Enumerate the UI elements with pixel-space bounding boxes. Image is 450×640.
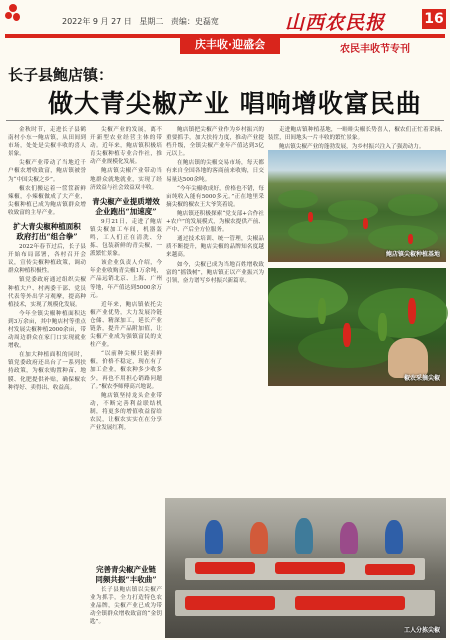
paragraph: 9月21日，走进了鲍店镇尖椒加工车间，机器轰鸣，工人们正在清洗、分拣、包装新鲜的青尖椒，一派繁忙景象。 bbox=[90, 218, 162, 258]
paragraph: 走进鲍店镇种植基地，一畦畦尖椒长势喜人，椒农们正忙着采摘、装筐，田间地头一片丰收的繁忙景象。 bbox=[268, 127, 446, 142]
masthead: 山西农民报 bbox=[285, 12, 386, 34]
paragraph: 金秋时节，走进长子县鹤南村小东一鲍店镇，从田间到市场，处处是尖椒丰收的喜人景象。 bbox=[8, 127, 86, 158]
paragraph: 今年全镇尖椒种植面积达到3万余亩，其中鲍店村等重点村发展尖椒种植2000余亩，带动周边群众在家门口实现就业增收。 bbox=[8, 310, 86, 350]
article-column-1 bbox=[8, 126, 86, 636]
issue-date: 2022年 9 月 27 日 bbox=[62, 17, 132, 26]
column-name: 农民丰收节专刊 bbox=[340, 44, 410, 55]
article-kicker: 长子县鲍店镇： bbox=[8, 66, 114, 84]
paragraph: 尖椒产业带动了当地近千户椒农增收致富，鲍店镇被誉为“中国尖椒之乡”。 bbox=[8, 160, 86, 183]
paragraph: 椒农们搬运着一筐筐新鲜辣椒，小辣椒做成了大产业，尖椒种植已成为鲍店镇群众增收致富的主导产业。 bbox=[8, 185, 86, 216]
paragraph: 鲍店镇尖椒产业的蓬勃发展，为乡村振兴注入了强劲动力。 bbox=[279, 144, 425, 151]
paragraph: 尖椒产业的发展，离不开新型农业经营主体的带动。近年来，鲍店镇积极培育尖椒种植专业合作社，推动产业规模化发展。 bbox=[90, 127, 162, 166]
section-tag: 庆丰收·迎盛会 bbox=[180, 36, 280, 54]
newspaper-logo-icon bbox=[5, 4, 21, 22]
paragraph: 该企业负责人介绍，今年企业收购青尖椒1万余吨，产品远销北京、上海、广州等地，年产值达到5000余万元。 bbox=[90, 260, 162, 299]
paragraph: 如今，尖椒已成为当地百姓增收致富的“摇钱树”，鲍店镇正以产业振兴为引领，奋力谱写乡村振兴新篇章。 bbox=[166, 261, 264, 284]
paragraph: 近年来，鲍店镇依托尖椒产业优势，大力发展冷链仓储、精深加工，延长产业链条，提升产品附加值，让尖椒产业成为强镇富民的支柱产业。 bbox=[90, 301, 162, 349]
issue-weekday: 星期二 bbox=[139, 17, 164, 26]
headline-rule bbox=[6, 120, 444, 121]
paragraph: 通过技术培训、统一管理，尖椒品质不断提升，鲍店尖椒的品牌知名度越来越高。 bbox=[166, 236, 264, 259]
paragraph: 镇党委政府通过组织尖椒种植大户、村两委干部、党员代表等外出学习观摩，提高种植技术，实现了规模化发展。 bbox=[8, 277, 86, 308]
photo-pepper-picking bbox=[268, 268, 446, 386]
paragraph: 在加大种植面积的同时，镇党委政府还出台了一系列扶持政策，为椒农购置种苗、地膜、化肥提供补贴，确保椒农种得好、卖得出、收益高。 bbox=[8, 352, 86, 391]
article-column-3 bbox=[166, 126, 264, 496]
page-number: 16 bbox=[422, 9, 446, 29]
page-editor: 责编：史磊宽 bbox=[170, 17, 219, 26]
subheading-1: 扩大青尖椒种植面积 政府打出“组合拳” bbox=[13, 222, 81, 242]
photo-caption: 工人分拣尖椒 bbox=[403, 627, 440, 634]
paragraph: 在鲍店镇的尖椒交易市场，每天都有来自全国各地的客商前来收购，日交易量达500余吨。 bbox=[166, 160, 264, 183]
photo-caption: 椒农采摘尖椒 bbox=[403, 375, 440, 382]
article-column-4 bbox=[268, 126, 446, 150]
subheading-3: 完善青尖椒产业链 同频共振“丰收曲” bbox=[95, 565, 157, 584]
article-headline: 做大青尖椒产业 唱响增收富民曲 bbox=[48, 89, 422, 118]
article-column-2-lower bbox=[90, 560, 162, 636]
paragraph: “以前种尖椒只能卖鲜椒，价格不稳定，现在有了加工企业，椒农种多少收多少，再也不用担心销路问题了。”椒农李师傅高兴地说。 bbox=[90, 351, 162, 390]
paragraph: 鲍店镇尖椒产业带动当地群众就地就业，实现了经济效益与社会效益双丰收。 bbox=[90, 168, 162, 191]
paragraph: 鲍店镇还积极探索“党支部+合作社+农户”的发展模式，为椒农提供产前、产中、产后全方位服务。 bbox=[166, 210, 264, 234]
subheading-2: 青尖椒产业提质增效 企业跑出“加速度” bbox=[92, 196, 160, 216]
photo-caption: 鲍店镇尖椒种植基地 bbox=[385, 251, 440, 258]
photo-processing-line bbox=[165, 498, 446, 638]
paragraph: 2022年春节过后，长子县开始布局部署，各村召开会议，宣传尖椒种植政策，调动群众种植积极性。 bbox=[8, 244, 86, 275]
date-line bbox=[62, 16, 224, 27]
photo-pepper-field bbox=[268, 150, 446, 262]
page-header bbox=[0, 0, 450, 55]
paragraph: 长子县鲍店镇以尖椒产业为抓手，全力打造特色农业品牌，尖椒产业已成为带动全镇群众增收致富的“金钥匙”。 bbox=[90, 587, 162, 626]
paragraph: 鲍店镇把尖椒产业作为乡村振兴的重要抓手，加大扶持力度，推动产业提档升级，全镇尖椒产业年产值达到3亿元以上。 bbox=[166, 127, 264, 158]
paragraph: “今年尖椒收成好，价格也不错，每亩纯收入能有5000多元。”正在地里采摘尖椒的椒农王大爷笑着说。 bbox=[166, 185, 264, 208]
paragraph: 鲍店镇坚持龙头企业带动，不断完善利益联结机制，将更多的增值收益留给农民，让椒农实实在在分享产业发展红利。 bbox=[90, 392, 162, 432]
